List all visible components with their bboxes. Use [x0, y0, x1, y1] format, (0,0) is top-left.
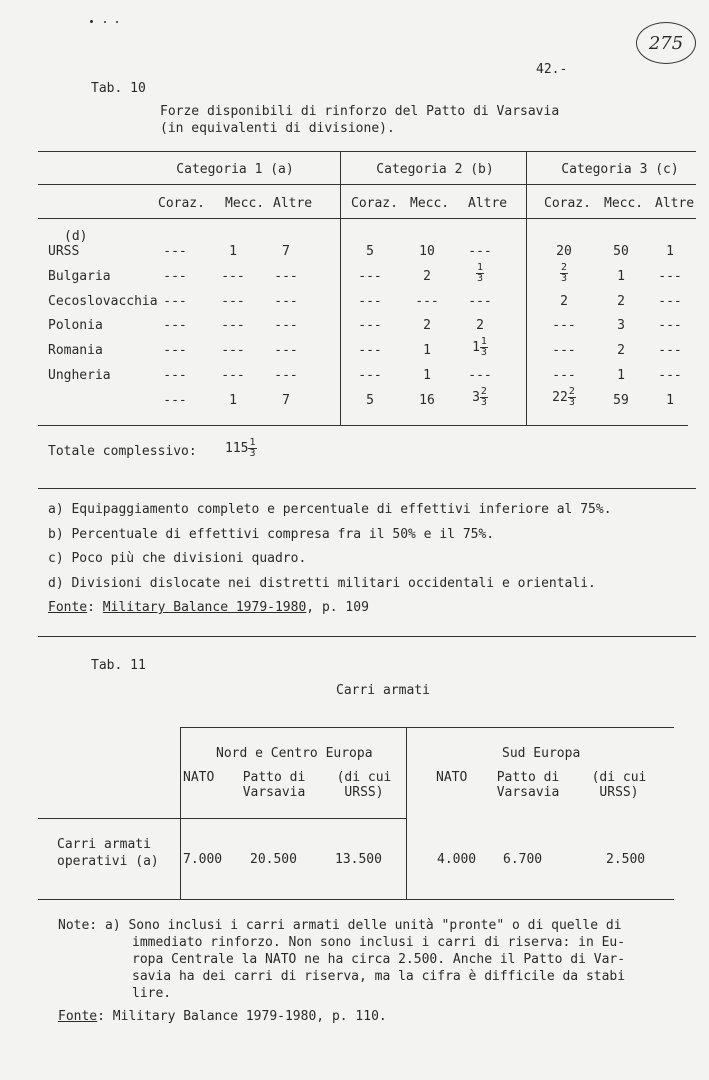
data-cell: 2: [423, 318, 431, 333]
data-cell: ---: [658, 294, 682, 309]
total-cell: 22 $\frac{2}{3}$: [552, 386, 575, 408]
note-d: d) Divisioni dislocate nei distretti militari occidentali e orientali.: [48, 576, 596, 591]
sub-mecc: Mecc.: [410, 196, 450, 211]
data-cell: ---: [221, 368, 245, 383]
data-cell: ---: [163, 294, 187, 309]
rule: [38, 425, 688, 426]
data-cell: ---: [274, 318, 298, 333]
data-cell: ---: [468, 368, 492, 383]
footnote-d-marker: (d): [64, 229, 88, 244]
data-cell: 2: [423, 269, 431, 284]
rule: [38, 488, 696, 489]
data-cell: 1: [617, 269, 625, 284]
source-tab10: Fonte: Military Balance 1979-1980, p. 109: [48, 600, 369, 615]
data-cell: 3: [617, 318, 625, 333]
tab11-note-line: savia ha dei carri di riserva, ma la cifra è difficile da stabi: [132, 969, 626, 984]
data-cell: 1 $\frac{1}{3}$: [472, 336, 487, 358]
row-label: Ungheria: [48, 368, 111, 383]
tab11-label: Tab. 11: [91, 658, 146, 673]
total-cell: 3 $\frac{2}{3}$: [472, 386, 487, 408]
data-cell: ---: [552, 318, 576, 333]
data-cell: 2: [617, 343, 625, 358]
col-patto: Patto di Varsavia: [496, 770, 560, 800]
rule: [38, 636, 696, 637]
rule: [38, 818, 406, 819]
category-2-header: Categoria 2 (b): [376, 162, 494, 177]
row-label: Cecoslovacchia: [48, 294, 158, 309]
tab11-note-line: a) Sono inclusi i carri armati delle unità "pronte" o di quelle di: [105, 918, 622, 933]
data-cell: ---: [358, 294, 382, 309]
data-cell: 2: [560, 294, 568, 309]
tab10-label: Tab. 10: [91, 81, 146, 96]
category-3-header: Categoria 3 (c): [561, 162, 679, 177]
source-tab11: Fonte: Military Balance 1979-1980, p. 110.: [58, 1009, 387, 1024]
rule: [38, 218, 696, 219]
data-cell: ---: [221, 318, 245, 333]
column-divider: [526, 151, 527, 425]
sub-coraz: Coraz.: [544, 196, 591, 211]
data-cell: 1: [423, 368, 431, 383]
data-cell: 1: [229, 244, 237, 259]
total-label: Totale complessivo:: [48, 444, 197, 459]
scan-mark: [90, 20, 93, 23]
total-cell: 1: [229, 393, 237, 408]
data-cell: 1: [423, 343, 431, 358]
data-cell: ---: [468, 294, 492, 309]
data-cell: ---: [274, 368, 298, 383]
data-cell: ---: [274, 269, 298, 284]
data-cell: 50: [613, 244, 629, 259]
total-cell: 16: [419, 393, 435, 408]
note-c: c) Poco più che divisioni quadro.: [48, 551, 307, 566]
col-nato: NATO: [436, 770, 468, 785]
data-cell: 10: [419, 244, 435, 259]
data-cell: ---: [358, 269, 382, 284]
sub-mecc: Mecc.: [604, 196, 644, 211]
data-cell: ---: [358, 368, 382, 383]
data-cell: 5: [366, 244, 374, 259]
data-cell: ---: [358, 343, 382, 358]
note-a: a) Equipaggiamento completo e percentuale di effettivi inferiore al 75%.: [48, 502, 612, 517]
data-cell: ---: [468, 244, 492, 259]
column-divider: [340, 151, 341, 425]
sub-mecc: Mecc.: [225, 196, 265, 211]
group-nord-centro: Nord e Centro Europa: [216, 746, 373, 761]
row-label: Romania: [48, 343, 103, 358]
value-urss-nord: 13.500: [335, 852, 382, 867]
data-cell: ---: [221, 269, 245, 284]
column-divider: [406, 727, 407, 899]
group-sud: Sud Europa: [502, 746, 581, 761]
scan-mark: [104, 21, 106, 23]
row-label: Polonia: [48, 318, 103, 333]
data-cell: ---: [163, 244, 187, 259]
data-cell: ---: [552, 343, 576, 358]
col-patto: Patto di Varsavia: [242, 770, 306, 800]
total-cell: 5: [366, 393, 374, 408]
page-number: 42.-: [536, 62, 568, 77]
rule: [38, 899, 674, 900]
total-cell: 59: [613, 393, 629, 408]
total-cell: ---: [163, 393, 187, 408]
data-cell: 1: [666, 244, 674, 259]
data-cell: ---: [358, 318, 382, 333]
total-cell: 1: [666, 393, 674, 408]
data-cell: 2: [476, 318, 484, 333]
row-label: Carri armati operativi (a): [57, 837, 159, 869]
data-cell: $\frac{1}{3}$: [476, 262, 484, 284]
sub-altre: Altre: [468, 196, 508, 211]
data-cell: ---: [274, 343, 298, 358]
category-1-header: Categoria 1 (a): [176, 162, 294, 177]
data-cell: ---: [658, 368, 682, 383]
data-cell: ---: [163, 368, 187, 383]
value-urss-sud: 2.500: [606, 852, 646, 867]
sub-altre: Altre: [273, 196, 313, 211]
total-cell: 7: [282, 393, 290, 408]
tab11-title: Carri armati: [336, 683, 430, 698]
col-urss: (di cui URSS): [591, 770, 647, 800]
sub-altre: Altre: [655, 196, 695, 211]
value-nato-nord: 7.000: [183, 852, 223, 867]
data-cell: ---: [658, 343, 682, 358]
total-value: 115 $\frac{1}{3}$: [225, 437, 256, 459]
page-stamp: 275: [636, 22, 696, 64]
data-cell: ---: [221, 343, 245, 358]
tab11-note-line: immediato rinforzo. Non sono inclusi i carri di riserva: in Eu-: [132, 935, 626, 950]
tab11-note-line: lire.: [132, 986, 172, 1001]
data-cell: ---: [221, 294, 245, 309]
data-cell: ---: [274, 294, 298, 309]
value-nato-sud: 4.000: [437, 852, 477, 867]
data-cell: ---: [163, 269, 187, 284]
data-cell: ---: [552, 368, 576, 383]
data-cell: ---: [658, 269, 682, 284]
scan-mark: [116, 21, 118, 23]
sub-coraz: Coraz.: [351, 196, 398, 211]
value-patto-nord: 20.500: [250, 852, 297, 867]
tab11-note-line: ropa Centrale la NATO ne ha circa 2.500. Anche il Patto di Var-: [132, 952, 626, 967]
data-cell: 20: [556, 244, 572, 259]
col-nato: NATO: [183, 770, 215, 785]
value-patto-sud: 6.700: [503, 852, 543, 867]
note-b: b) Percentuale di effettivi compresa fra il 50% e il 75%.: [48, 527, 495, 542]
data-cell: ---: [658, 318, 682, 333]
rule: [180, 727, 674, 728]
tab11-note-label: Note:: [58, 918, 98, 933]
row-label: Bulgaria: [48, 269, 111, 284]
column-divider: [180, 727, 181, 899]
data-cell: ---: [163, 343, 187, 358]
data-cell: ---: [415, 294, 439, 309]
rule: [38, 184, 696, 185]
data-cell: 7: [282, 244, 290, 259]
tab10-title-line1: Forze disponibili di rinforzo del Patto di Varsavia: [160, 104, 560, 119]
sub-coraz: Coraz.: [158, 196, 205, 211]
rule: [38, 151, 696, 152]
tab10-title-line2: (in equivalenti di divisione).: [160, 121, 395, 136]
data-cell: $\frac{2}{3}$: [560, 262, 568, 284]
data-cell: 1: [617, 368, 625, 383]
col-urss: (di cui URSS): [336, 770, 392, 800]
data-cell: 2: [617, 294, 625, 309]
data-cell: ---: [163, 318, 187, 333]
row-label: URSS: [48, 244, 80, 259]
